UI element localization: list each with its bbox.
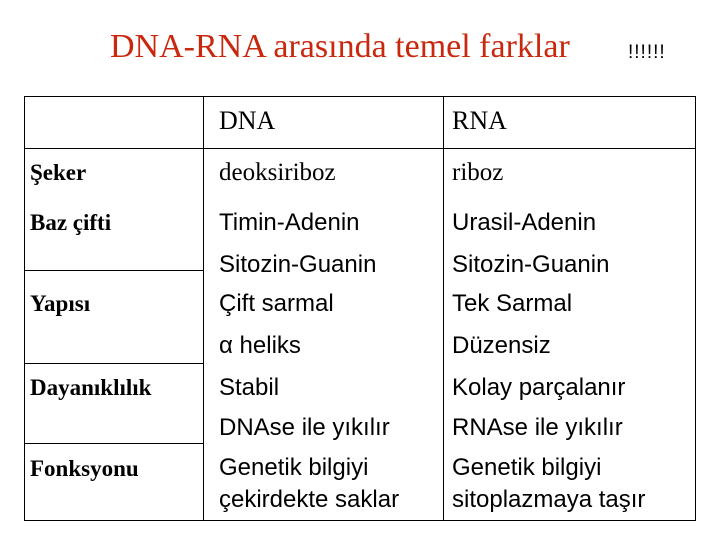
dna-dayaniklilik-line-1: Stabil bbox=[219, 374, 280, 401]
page-title: DNA-RNA arasında temel farklar bbox=[110, 28, 570, 65]
table-border-bottom bbox=[24, 520, 696, 521]
rna-baz-cifti-line-1: Urasil-Adenin bbox=[452, 209, 597, 236]
dna-dayaniklilik-line-2: DNAse ile yıkılır bbox=[219, 414, 390, 441]
table-divider-label-2 bbox=[24, 363, 203, 364]
rna-fonksyonu-line-2: sitoplazmaya taşır bbox=[452, 486, 646, 513]
row-label-seker: Şeker bbox=[30, 160, 87, 185]
title-exclamations: !!!!!! bbox=[628, 42, 666, 63]
dna-fonksyonu-line-1: Genetik bilgiyi bbox=[219, 454, 369, 481]
table-divider-header bbox=[24, 148, 696, 149]
row-label-fonksyonu: Fonksyonu bbox=[30, 456, 139, 481]
table-divider-label-1 bbox=[24, 270, 203, 271]
header-dna: DNA bbox=[219, 106, 276, 135]
row-label-baz-cifti: Baz çifti bbox=[30, 210, 112, 235]
table-divider-col-1 bbox=[203, 96, 204, 520]
table-border-top bbox=[24, 96, 696, 97]
row-label-dayaniklilik: Dayanıklılık bbox=[30, 375, 152, 400]
rna-baz-cifti-line-2: Sitozin-Guanin bbox=[452, 251, 610, 278]
rna-yapisi-line-2: Düzensiz bbox=[452, 332, 551, 359]
table-border-right bbox=[695, 96, 696, 520]
row-label-yapisi: Yapısı bbox=[30, 291, 91, 316]
rna-seker: riboz bbox=[452, 159, 504, 186]
table-divider-col-2 bbox=[443, 96, 444, 520]
rna-dayaniklilik-line-2: RNAse ile yıkılır bbox=[452, 414, 623, 441]
header-rna: RNA bbox=[452, 106, 507, 135]
dna-yapisi-line-1: Çift sarmal bbox=[219, 290, 334, 317]
dna-fonksyonu-line-2: çekirdekte saklar bbox=[219, 486, 400, 513]
dna-baz-cifti-line-1: Timin-Adenin bbox=[219, 209, 360, 236]
table-border-left bbox=[24, 96, 25, 520]
rna-dayaniklilik-line-1: Kolay parçalanır bbox=[452, 374, 626, 401]
rna-fonksyonu-line-1: Genetik bilgiyi bbox=[452, 454, 602, 481]
dna-baz-cifti-line-2: Sitozin-Guanin bbox=[219, 251, 377, 278]
dna-seker: deoksiriboz bbox=[219, 159, 336, 186]
table-divider-label-3 bbox=[24, 443, 203, 444]
rna-yapisi-line-1: Tek Sarmal bbox=[452, 290, 573, 317]
dna-yapisi-line-2: α heliks bbox=[219, 332, 301, 359]
